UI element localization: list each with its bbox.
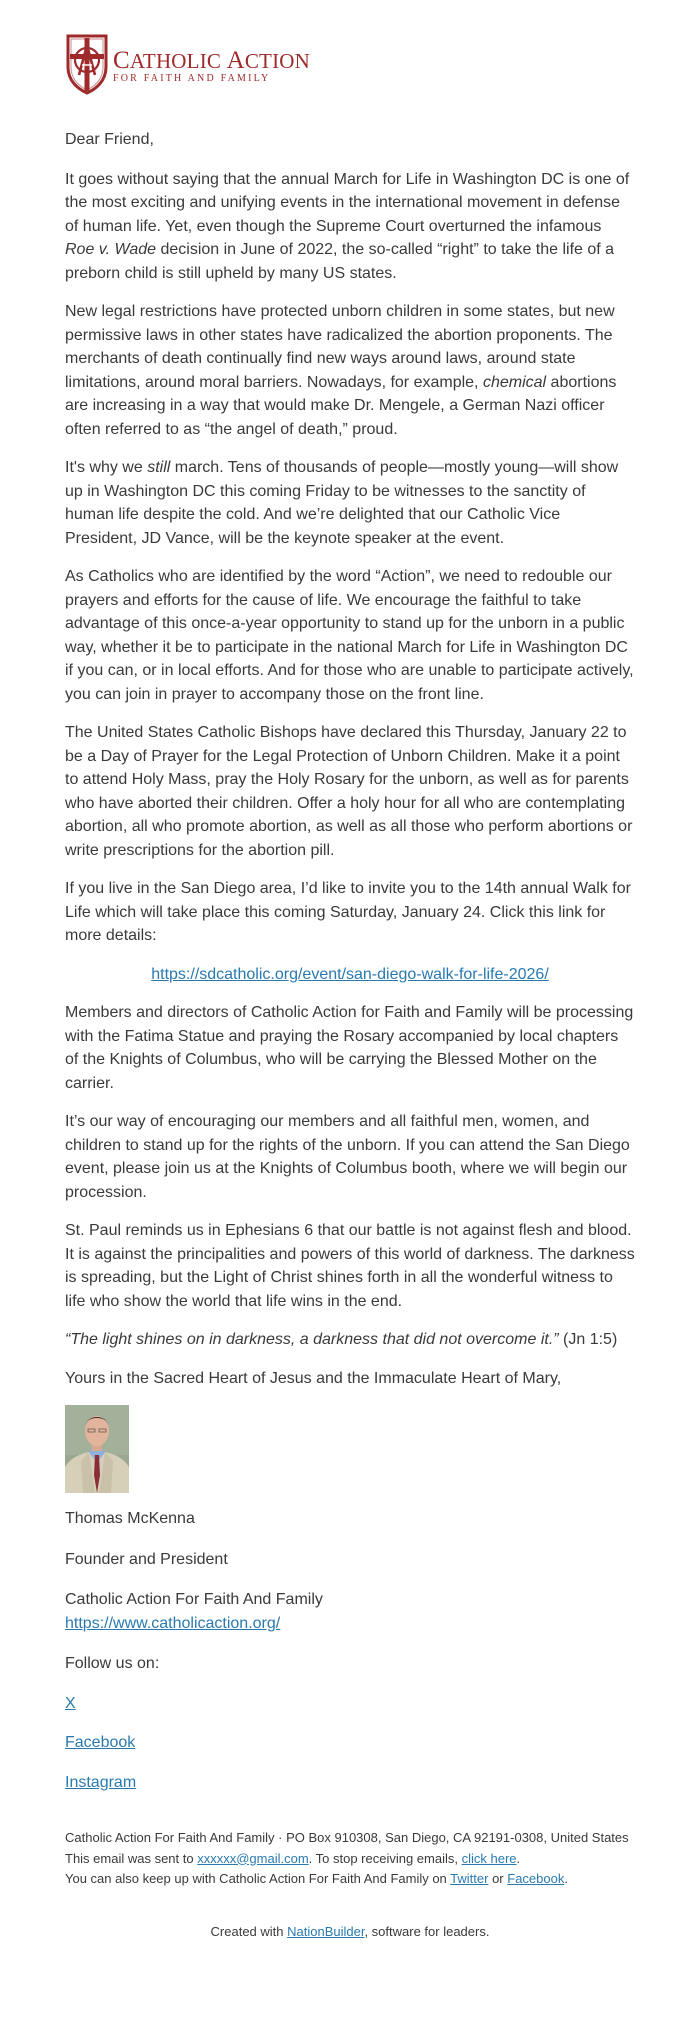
- paragraph-6: If you live in the San Diego area, I’d like to invite you to the 14th annual Walk for Life which will take place this coming Saturday, January 24. Click this link for more details:: [65, 880, 631, 944]
- signature-name: Thomas McKenna: [65, 1510, 195, 1527]
- paragraph-7: Members and directors of Catholic Action for Faith and Family will be processing with the Fatima Statue and praying the Rosary accompanied by local chapters of the Knights of Columbus, who will be carrying the Blessed Mother on the carrier.: [65, 1004, 634, 1092]
- paragraph-9: St. Paul reminds us in Ephesians 6 that our battle is not against flesh and blood. It is against the principalities and powers of this world of darkness. The darkness is spreading, but the Light of Christ shines forth in all the wonderful witness to life who show the world that life wins in the end.: [65, 1222, 635, 1310]
- avatar: [65, 1405, 129, 1493]
- paragraph-1-text-a: It goes without saying that the annual March for Life in Washington DC is one of the most exciting and unifying events in the international movement in defense of human life. Yet, even though the Supreme Court overturned the infamous: [65, 170, 630, 235]
- greeting: Dear Friend,: [65, 131, 154, 148]
- paragraph-3: [65, 456, 635, 550]
- logo-title: [113, 46, 310, 74]
- paragraph-3-text-a: It's why we: [65, 459, 148, 476]
- period: .: [516, 1850, 521, 1866]
- logo-text: [113, 46, 310, 85]
- social-item-instagram: [65, 1771, 635, 1795]
- end-period: .: [564, 1871, 568, 1886]
- footer-twitter-link[interactable]: Twitter: [450, 1871, 489, 1886]
- logo-title-rest: ATHOLIC: [129, 48, 227, 73]
- paragraph-1: [65, 168, 635, 286]
- quote-text: “The light shines on in darkness, a darkness that did not overcome it.”: [65, 1331, 559, 1348]
- paragraph-2-text-a: New legal restrictions have protected unborn children in some states, but new permissive laws in other states have radicalized the abortion proponents. The merchants of death continually find new ways around laws, around state limitations, around moral barriers. Nowadays, for example,: [65, 303, 615, 391]
- footer-keep-up: [65, 1869, 635, 1890]
- paragraph-3-text-b: march. Tens of thousands of people—mostly young—will show up in Washington DC this coming Friday to be witnesses to the sanctity of human life despite the cold. And we’re delighted that our Catholic Vice President, JD Vance, will be the keynote speaker at the event.: [65, 459, 619, 547]
- x-link[interactable]: X: [65, 1694, 76, 1712]
- roe-v-wade-italic: Roe v. Wade: [65, 241, 157, 258]
- logo-title-rest-2: CTION: [244, 48, 310, 73]
- paragraph-2-text-b: abortions are increasing in a way that would make Dr. Mengele, a German Nazi officer often referred to as “the angel of death,” proud.: [65, 373, 617, 438]
- scripture-quote: [65, 1328, 635, 1352]
- event-link-paragraph: [65, 963, 635, 987]
- recipient-email-link[interactable]: xxxxxx@gmail.com: [197, 1850, 309, 1866]
- social-links: [65, 1652, 635, 1794]
- footer-facebook-link[interactable]: Facebook: [507, 1871, 565, 1886]
- chemical-italic: chemical: [482, 373, 547, 391]
- follow-label: Follow us on:: [65, 1655, 160, 1672]
- facebook-link[interactable]: Facebook: [65, 1734, 136, 1751]
- nationbuilder-credit: [65, 1924, 635, 1953]
- shield-logo-icon: [65, 33, 109, 95]
- keep-up-prefix: You can also keep up with Catholic Action For Faith And Family on: [65, 1871, 451, 1886]
- paragraph-4: As Catholics who are identified by the word “Action”, we need to redouble our prayers and efforts for the cause of life. We encourage the faithful to take advantage of this once-a-year opportunity to stand up for the unborn in a public way, whether it be to participate in the national March for Life in Washington DC if you can, or in local efforts. And for those who are unable to participate actively, you can join in prayer to accompany those on the front line.: [65, 568, 634, 703]
- email-footer: [65, 1828, 635, 1890]
- credit-suffix: , software for leaders.: [364, 1923, 490, 1939]
- sent-to-prefix: This email was sent to: [65, 1850, 198, 1866]
- footer-sent-to: [65, 1849, 635, 1870]
- footer-address: Catholic Action For Faith And Family · PO Box 910308, San Diego, CA 92191-0308, United States: [65, 1830, 629, 1845]
- closing: Yours in the Sacred Heart of Jesus and the Immaculate Heart of Mary,: [65, 1369, 562, 1387]
- credit-prefix: Created with: [210, 1923, 288, 1939]
- logo-subtitle: FOR FAITH AND FAMILY: [113, 72, 271, 84]
- event-link[interactable]: https://sdcatholic.org/event/san-diego-walk-for-life-2026/: [151, 965, 549, 983]
- paragraph-5: The United States Catholic Bishops have declared this Thursday, January 22 to be a Day of Prayer for the Legal Protection of Unborn Children. Make it a point to attend Holy Mass, pray the Holy Rosary for the unborn, as well as for parents who have aborted their children. Offer a holy hour for all who are contemplating abortion, all who promote abortion, as well as all those who perform abortions or write prescriptions for the abortion pill.: [65, 724, 633, 859]
- website-link[interactable]: https://www.catholicaction.org/: [65, 1614, 281, 1632]
- signature-website-paragraph: [65, 1612, 635, 1636]
- logo-title-initial-2: A: [226, 46, 245, 74]
- paragraph-2: [65, 300, 635, 441]
- instagram-link[interactable]: Instagram: [65, 1773, 137, 1791]
- header-logo[interactable]: [65, 30, 635, 98]
- paragraph-8: It’s our way of encouraging our members and all faithful men, women, and children to stand up for the rights of the unborn. If you can attend the San Diego event, please join us at the Knights of Columbus booth, where we will begin our procession.: [65, 1113, 630, 1201]
- logo-title-initial: C: [113, 46, 130, 74]
- nationbuilder-link[interactable]: NationBuilder: [287, 1923, 365, 1939]
- paragraph-1-text-b: decision in June of 2022, the so-called “right” to take the life of a preborn child is still upheld by many US states.: [65, 241, 615, 282]
- signature-title: Founder and President: [65, 1550, 228, 1568]
- quote-reference: (Jn 1:5): [558, 1331, 618, 1348]
- signature-org: Catholic Action For Faith And Family: [65, 1591, 323, 1608]
- stop-text: . To stop receiving emails,: [308, 1850, 462, 1866]
- still-italic: still: [147, 459, 171, 476]
- social-item-x: [65, 1692, 635, 1716]
- unsubscribe-link[interactable]: click here: [461, 1850, 517, 1866]
- social-item-facebook: [65, 1731, 635, 1755]
- or-text: or: [488, 1871, 508, 1886]
